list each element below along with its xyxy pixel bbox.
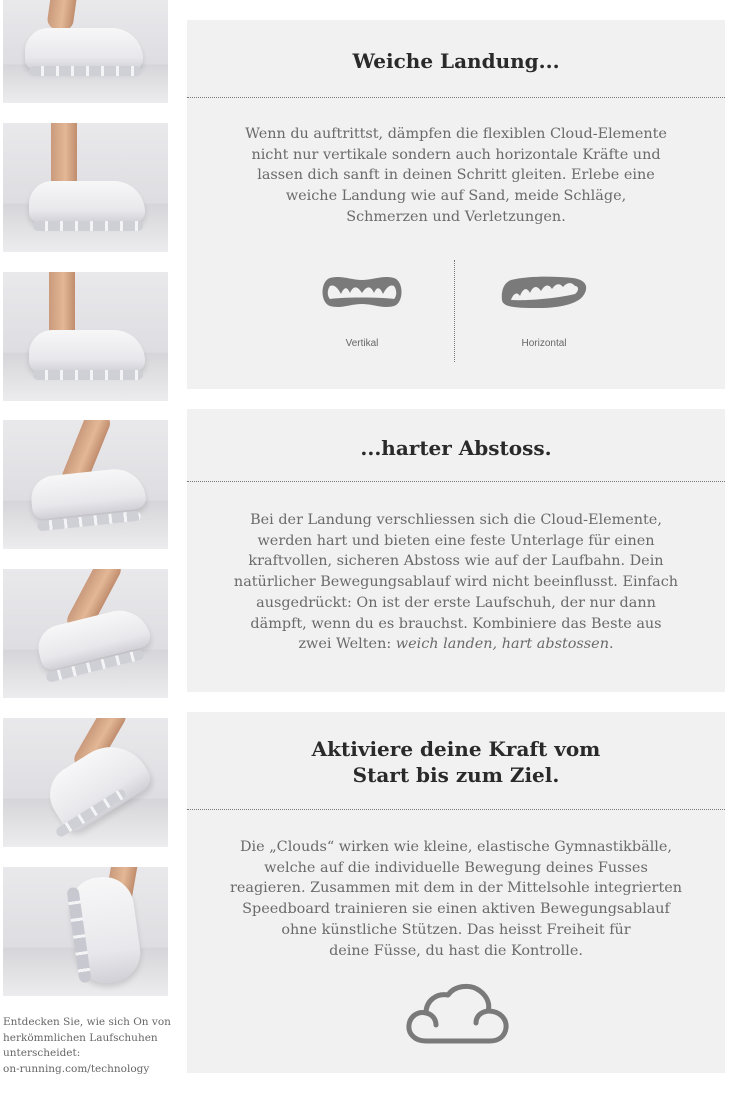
shoe-photo (3, 272, 168, 401)
vertical-label: Vertikal (345, 338, 379, 349)
panel-body (187, 124, 725, 228)
body-text: . (608, 636, 614, 653)
shoe-photo (3, 867, 168, 996)
body-line: weiche Landung wie auf Sand, meide Schläge, (285, 188, 627, 205)
body-text: zwei Welten: (298, 636, 396, 653)
panel-title (187, 736, 725, 788)
shoe-photo (3, 569, 168, 698)
body-line: Die „Clouds“ wirken wie kleine, elastische Gymnastikbälle, (240, 839, 672, 855)
body-emphasis: weich landen, hart abstossen (395, 636, 609, 653)
cloud-icon (406, 983, 510, 1045)
shoe-photo (3, 123, 168, 252)
body-line: Wenn du auftrittst, dämpfen die flexiblen Cloud-Elemente (245, 126, 667, 142)
body-line: nicht nur vertikale sondern auch horizontale Kräfte und (251, 146, 661, 163)
divider (187, 97, 725, 98)
body-line: lassen dich sanft in deinen Schritt gleiten. Erlebe eine (257, 167, 655, 184)
divider (187, 481, 725, 482)
body-line: ohne künstliche Stützen. Das heisst Freiheit für (281, 921, 631, 938)
caption-line: Entdecken Sie, wie sich On von (3, 1016, 171, 1028)
body-line: ausgedrückt: On ist der erste Laufschuh, der nur dann (256, 594, 656, 611)
title-line: Start bis zum Ziel. (352, 763, 560, 787)
body-line (187, 634, 725, 655)
caption-line: unterscheidet: (3, 1047, 81, 1059)
body-line: welche auf die individuelle Bewegung deines Fusses (264, 859, 648, 876)
caption-line: herkömmlichen Laufschuhen (3, 1031, 158, 1044)
technology-link[interactable]: on-running.com/technology (3, 1062, 150, 1075)
technology-caption (3, 1015, 173, 1077)
shoe-photo (3, 718, 168, 847)
cloud-element-horizontal-icon (499, 274, 589, 310)
horizontal-label: Horizontal (521, 338, 567, 349)
divider (187, 809, 725, 810)
title-line: Aktiviere deine Kraft vom (311, 737, 601, 761)
body-line: Schmerzen und Verletzungen. (346, 208, 566, 225)
icon-divider (454, 260, 455, 362)
body-line: Speedboard trainieren sie einen aktiven Bewegungsablauf (242, 901, 670, 918)
body-line: dämpft, wenn du es brauchst. Kombiniere das Beste aus (250, 615, 662, 632)
body-line: deine Füsse, du hast die Kontrolle. (329, 942, 583, 959)
shoe-photo (3, 420, 168, 549)
panel-title: Weiche Landung... (352, 49, 560, 73)
hard-push-off-panel (187, 409, 725, 692)
body-line: kraftvollen, sicheren Abstoss wie auf der Laufbahn. Dein (248, 553, 664, 570)
body-line: reagieren. Zusammen mit dem in der Mittelsohle integrierten (229, 880, 683, 897)
body-line: Bei der Landung verschliessen sich die Cloud-Elemente, (250, 512, 662, 528)
shoe-photo (3, 0, 168, 103)
soft-landing-panel (187, 20, 725, 389)
body-line: natürlicher Bewegungsablauf wird nicht beeinflusst. Einfach (233, 574, 679, 591)
body-line: werden hart und bieten eine feste Unterlage für einen (257, 532, 655, 549)
panel-title: ...harter Abstoss. (360, 436, 552, 460)
panel-body (187, 837, 725, 961)
panel-body (187, 510, 725, 655)
cloud-element-vertical-icon (320, 274, 404, 310)
power-panel (187, 712, 725, 1073)
